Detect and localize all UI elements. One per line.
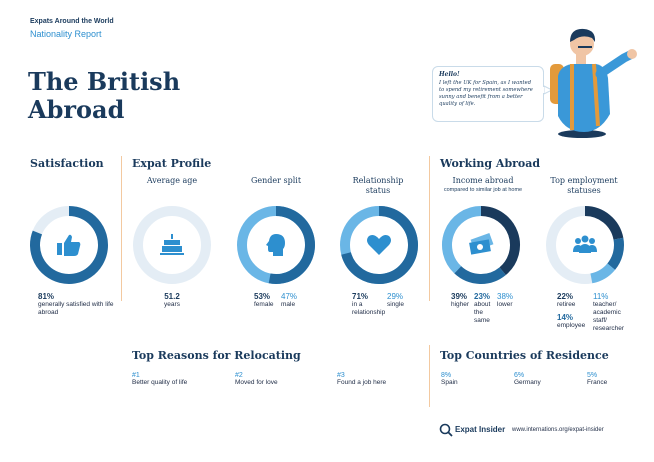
income-lower-label: lower <box>497 301 513 308</box>
reason-label-3: Found a job here <box>337 379 387 386</box>
relationship-heading <box>344 176 412 196</box>
report-series: Expats Around the World <box>30 18 114 25</box>
employment-segment-2 <box>611 239 619 267</box>
quote-text: I left the UK for Spain, as I wanted to spend my retirement somewhere sunny and benefit from a better quality of life. <box>439 80 533 107</box>
birthday-cake-icon <box>158 231 186 259</box>
country-label-2: Germany <box>514 379 541 386</box>
employment-heading <box>544 176 624 196</box>
satisfaction-stat <box>38 292 114 317</box>
income-higher-percent: 39% <box>451 292 468 301</box>
income-heading-text: Income abroad <box>452 176 514 185</box>
employment-employee-label: employee <box>557 322 586 329</box>
average-age-stat <box>150 292 194 309</box>
head-profile-icon <box>262 231 290 259</box>
reason-rank-1: #1 <box>132 372 140 379</box>
income-higher-label: higher <box>451 301 470 308</box>
reason-rank-3: #3 <box>337 372 345 379</box>
country-percent-2: 6% <box>514 372 525 379</box>
page-title-line-2: Abroad <box>28 95 125 124</box>
employment-retiree-label: retiree <box>557 301 576 308</box>
employment-heading-text: Top employment statuses <box>550 176 618 195</box>
average-age-value: 51.2 <box>164 292 180 301</box>
income-segment-2 <box>458 270 503 279</box>
thumbs-up-icon <box>55 231 83 259</box>
money-icon <box>467 231 495 259</box>
average-age-heading <box>142 176 202 186</box>
group-icon <box>571 231 599 259</box>
country-item-1 <box>441 372 501 387</box>
divider-satisfaction <box>121 156 122 301</box>
divider-bottom <box>429 345 430 407</box>
relationship-heading-text: Relationship status <box>352 176 404 195</box>
relationship-in-label: in a relationship <box>352 301 386 316</box>
income-same-stat <box>474 292 496 325</box>
footer-url[interactable]: www.internations.org/expat-insider <box>512 427 604 433</box>
quote-bubble <box>432 66 544 122</box>
income-subheading: compared to similar job at home <box>443 187 523 193</box>
income-higher-stat <box>451 292 473 309</box>
gender-split-heading-text: Gender split <box>250 176 302 185</box>
expat-character-illustration <box>540 26 640 142</box>
working-abroad-title: Working Abroad <box>440 157 541 170</box>
relationship-single-stat <box>387 292 417 309</box>
reason-label-2: Moved for love <box>235 379 278 386</box>
footer-brand: Expat Insider <box>455 425 506 434</box>
country-label-1: Spain <box>441 379 458 386</box>
quote-greeting: Hello! <box>439 71 460 78</box>
countries-title: Top Countries of Residence <box>440 349 609 362</box>
income-same-percent: 23% <box>474 292 491 301</box>
page-title-line-1: The British <box>28 67 181 96</box>
gender-female-stat <box>254 292 280 309</box>
reason-rank-2: #2 <box>235 372 243 379</box>
employment-teacher-label: teacher/ academic staff/ researcher <box>593 301 625 332</box>
relationship-in-stat <box>352 292 386 317</box>
gender-male-percent: 47% <box>281 292 298 301</box>
employment-retiree-percent: 22% <box>557 292 574 301</box>
gender-female-percent: 53% <box>254 292 271 301</box>
average-age-unit: years <box>164 301 180 308</box>
relationship-single-percent: 29% <box>387 292 404 301</box>
expat-insider-logo-icon <box>439 423 453 437</box>
reason-item-1 <box>132 372 222 387</box>
reasons-title: Top Reasons for Relocating <box>132 349 301 362</box>
employment-employee-percent: 14% <box>557 313 574 322</box>
relationship-single-label: single <box>387 301 404 308</box>
reason-item-2 <box>235 372 325 387</box>
country-percent-1: 8% <box>441 372 452 379</box>
satisfaction-label: generally satisfied with life abroad <box>38 301 114 316</box>
employment-employee-stat <box>557 313 591 330</box>
average-age-heading-text: Average age <box>146 176 198 185</box>
page-title <box>28 68 180 124</box>
reason-label-1: Better quality of life <box>132 379 188 386</box>
employment-teacher-stat <box>593 292 633 333</box>
income-heading <box>440 176 526 194</box>
employment-retiree-stat <box>557 292 591 309</box>
reason-item-3 <box>337 372 427 387</box>
report-subtitle: Nationality Report <box>30 29 102 39</box>
country-label-3: France <box>587 379 608 386</box>
country-item-2 <box>514 372 574 387</box>
country-item-3 <box>587 372 637 387</box>
satisfaction-percent: 81% <box>38 292 55 301</box>
employment-teacher-percent: 11% <box>593 292 609 301</box>
income-lower-stat <box>497 292 519 309</box>
divider-profile <box>429 156 430 301</box>
satisfaction-title: Satisfaction <box>30 157 104 170</box>
gender-male-label: male <box>281 301 296 308</box>
heart-icon <box>365 231 393 259</box>
gender-split-heading <box>246 176 306 186</box>
relationship-in-percent: 71% <box>352 292 369 301</box>
employment-segment-3 <box>591 267 611 279</box>
gender-male-stat <box>281 292 307 309</box>
income-lower-percent: 38% <box>497 292 514 301</box>
expat-profile-title: Expat Profile <box>132 157 212 170</box>
country-percent-3: 5% <box>587 372 598 379</box>
gender-female-label: female <box>254 301 274 308</box>
income-same-label: about the same <box>474 301 491 324</box>
